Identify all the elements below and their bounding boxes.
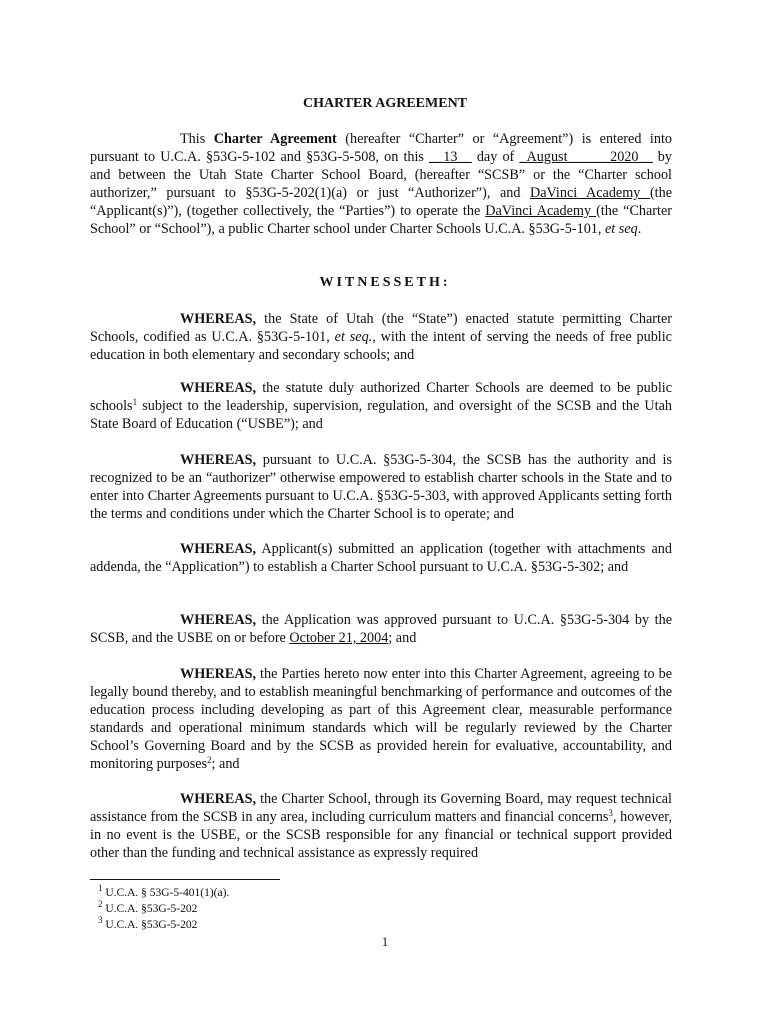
whereas-paragraph-2 — [90, 379, 672, 433]
intro-bold-term: Charter Agreement — [213, 131, 337, 147]
intro-italic: et seq — [604, 221, 638, 237]
footnote-ref: 3 — [608, 808, 613, 818]
agreement-month-field: _August______ — [519, 149, 611, 165]
whereas-paragraph-4 — [90, 540, 672, 576]
paragraph-text: ; and — [388, 630, 417, 646]
school-name: DaVinci Academy — [485, 203, 597, 219]
paragraph-text: the Charter School, through its Governing Board, may request technical assistance from the SCSB in any area, including curriculum matters and financial concerns — [90, 791, 672, 825]
witnesseth-heading: WITNESSETH: — [319, 275, 451, 290]
intro-paragraph — [90, 130, 672, 238]
document-title: CHARTER AGREEMENT — [302, 96, 468, 111]
whereas-label: WHEREAS, — [180, 791, 257, 807]
whereas-label: WHEREAS, — [180, 311, 257, 327]
page-number: 1 — [381, 934, 389, 949]
paragraph-text: , however, in no event is the USBE, or the SCSB responsible for any financial or technical support provided other than the funding and technical assistance as expressly required — [90, 809, 672, 861]
whereas-paragraph-1 — [90, 310, 672, 364]
intro-text: (the “Applicant(s)”), (together collectively, the “Parties”) to operate the — [90, 185, 672, 219]
agreement-day-field: __13__ — [429, 149, 472, 165]
footnote-text: U.C.A. §53G-5-202 — [102, 903, 198, 915]
footnote-ref: 1 — [132, 397, 138, 407]
paragraph-text: the Application was approved pursuant to U.C.A. §53G-5-304 by the SCSB, and the USBE on or before — [90, 612, 672, 646]
footnote-2 — [98, 899, 198, 916]
footnote-text: U.C.A. § 53G-5-401(1)(a). — [102, 887, 230, 899]
italic-text: et seq. — [334, 329, 373, 345]
footnote-3 — [98, 915, 198, 932]
paragraph-text: pursuant to U.C.A. §53G-5-304, the SCSB has the authority and is recognized to be an “authorizer” otherwise empowered to establish charter schools in the State and to enter into Charter Agreements pursuant to U.C.A. §53G-5-303, with approved Applicants setting forth the terms and conditions under which the Charter School is to operate; and — [90, 452, 672, 522]
whereas-paragraph-3 — [90, 451, 672, 523]
footnote-number: 1 — [98, 883, 103, 893]
whereas-paragraph-6 — [90, 665, 672, 773]
intro-text: This — [180, 131, 214, 147]
applicant-name: DaVinci Academy — [530, 185, 650, 201]
intro-text: by and between the Utah State Charter School Board, (hereafter “SCSB” or the “Charter school authorizer,” pursuant to §53G-5-202(1)(a) or just “Authorizer”), and — [90, 149, 672, 201]
intro-text: day of — [471, 149, 520, 165]
footnote-divider — [90, 879, 280, 880]
whereas-label: WHEREAS, — [180, 452, 257, 468]
paragraph-text: subject to the leadership, supervision, regulation, and oversight of the SCSB and the Utah State Board of Education (“USBE”); and — [90, 398, 672, 432]
intro-text: (hereafter “Charter” or “Agreement”) is entered into pursuant to U.C.A. §53G-5-102 and §53G-5-508, on this — [90, 131, 672, 165]
whereas-paragraph-7 — [90, 790, 672, 862]
paragraph-text: Applicant(s) submitted an application (together with attachments and addenda, the “Application”) to establish a Charter School pursuant to U.C.A. §53G-5-302; and — [90, 541, 672, 575]
whereas-label: WHEREAS, — [180, 612, 257, 628]
footnote-number: 3 — [98, 915, 103, 925]
intro-text: . — [637, 221, 642, 237]
footnote-text: U.C.A. §53G-5-202 — [102, 919, 198, 931]
footnote-1 — [98, 883, 230, 900]
intro-text: (the “Charter School” or “School”), a public Charter school under Charter Schools U.C.A. §53G-5-101, — [90, 203, 672, 237]
footnote-ref: 2 — [207, 755, 212, 765]
whereas-label: WHEREAS, — [180, 541, 257, 557]
paragraph-text: the Parties hereto now enter into this Charter Agreement, agreeing to be legally bound thereby, and to establish meaningful benchmarking of performance and outcomes of the education process including developing as part of this Agreement clear, measurable performance standards and operational minimum standards which will be regularly reviewed by the Charter School’s Governing Board and by the SCSB as provided herein for evaluative, accountability, and monitoring purposes — [90, 666, 672, 772]
approval-date: October 21, 2004 — [289, 630, 389, 646]
paragraph-text: the State of Utah (the “State”) enacted statute permitting Charter Schools, codified as U.C.A. §53G-5-101, — [90, 311, 672, 345]
whereas-label: WHEREAS, — [180, 666, 257, 682]
agreement-year-field: 2020__ — [610, 149, 653, 165]
whereas-label: WHEREAS, — [180, 380, 257, 396]
footnote-number: 2 — [98, 899, 103, 909]
whereas-paragraph-5 — [90, 611, 672, 647]
paragraph-text: the statute duly authorized Charter Schools are deemed to be public schools — [90, 380, 672, 414]
paragraph-text: ; and — [211, 756, 240, 772]
paragraph-text: , with the intent of serving the needs of free public education in both elementary and secondary schools; and — [90, 329, 672, 363]
